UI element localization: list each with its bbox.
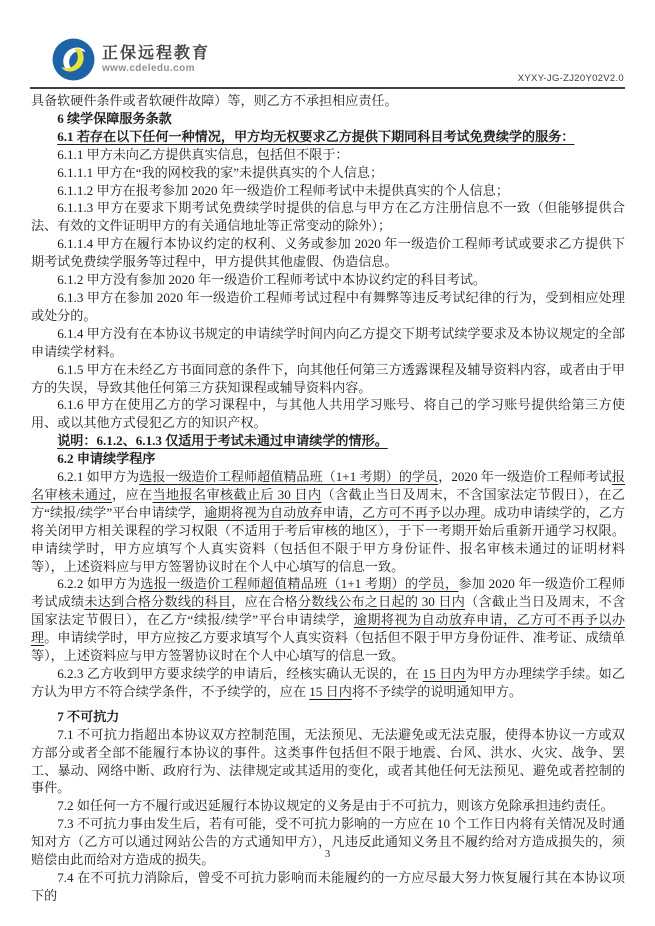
header-divider <box>30 87 625 89</box>
paragraph: 6.1.2 甲方没有参加 2020 年一级造价工程师考试中本协议约定的科目考试。 <box>57 272 487 288</box>
paragraph: 6.1.1.3 甲方在要求下期考试免费续学时提供的信息与甲方在乙方注册信息不一致（但能够提供合法、有效的文件证明甲方的有关通信地址等正常变动的除外）； <box>31 200 625 234</box>
paragraph: 6.1.3 甲方在参加 2020 年一级造价工程师考试过程中有舞弊等违反考试纪律的行为，受到相应处理或处分的。 <box>31 289 625 323</box>
paragraph: 6.2 申请续学程序 <box>57 451 156 467</box>
paragraph: 6.2.1 如甲方为选报一级造价工程师超值精品班（1+1 考期）的学员，2020 年一级造价工程师考试报名审核未通过，应在当地报名审核截止后 30 日内（含截止当日及周末，不含国家法定节假日），在乙方“续报/续学”平台申请续学，逾期将视为自动放弃申请，乙方可不再予以办理。成功申请续学的，乙方将关闭甲方相关课程的学习权限（不适用于考后审核的地区），于下一考期开始后重新开通学习权限。申请续学时，甲方应填写个人真实资料（包括但不限于甲方身份证件、报名审核未通过的证明材料等），上述资料应与甲方签署协议时在个人中心填写的信息一致。 <box>31 469 626 574</box>
logo-url: www.cdeledu.com <box>102 62 195 74</box>
paragraph: 6.1.1.1 甲方在“我的网校我的家”未提供真实的个人信息； <box>57 164 384 180</box>
paragraph: 7.2 如任何一方不履行或迟延履行本协议规定的义务是由于不可抗力，则该方免除承担违约责任。 <box>57 798 614 814</box>
paragraph: 7.3 不可抗力事由发生后，若有可能，受不可抗力影响的一方应在 10 个工作日内将有关情况及时通知对方（乙方可以通过网站公告的方式通知甲方），凡违反此通知义务且不履约给对方造成损失的，须赔偿由此而给对方造成的损失。 <box>31 816 625 868</box>
page-header <box>0 0 655 92</box>
paragraph: 7 不可抗力 <box>57 708 120 724</box>
paragraph: 6.1.1.4 甲方在履行本协议约定的权利、义务或参加 2020 年一级造价工程师考试或要求乙方提供下期考试免费续学服务等过程中，甲方提供其他虚假、伪造信息。 <box>31 236 625 270</box>
paragraph: 6.1.6 甲方在使用乙方的学习课程中，与其他人共用学习账号、将自己的学习账号提供给第三方使用、或以其他方式侵犯乙方的知识产权。 <box>31 397 625 431</box>
paragraph: 6.2.2 如甲方为选报一级造价工程师超值精品班（1+1 考期）的学员，参加 2020 年一级造价工程师考试成绩未达到合格分数线的科目，应在合格分数线公布之日起的 30 日内（含截止当日及周末，不含国家法定节假日），在乙方“续报/续学”平台申请续学，逾期将视为自动放弃申请，乙方可不再予以办理。申请续学时，甲方应按乙方要求填写个人真实资料（包括但不限于甲方身份证件、准考证、成绩单等），上述资料应与甲方签署协议时在个人中心填写的信息一致。 <box>31 576 626 664</box>
paragraph: 6.1.1 甲方未向乙方提供真实信息，包括但不限于： <box>57 146 349 162</box>
company-logo <box>52 38 210 81</box>
paragraph: 7.4 在不可抗力消除后，曾受不可抗力影响而未能履约的一方应尽最大努力恢复履行其在本协议项下的 <box>31 869 625 903</box>
paragraph: 说明：6.1.2、6.1.3 仅适用于考试未通过申请续学的情形。 <box>57 433 388 449</box>
document-body <box>31 92 625 905</box>
document-code: XYXY-JG-ZJ20Y02V2.0 <box>517 73 624 84</box>
logo-title: 正保远程教育 <box>102 44 211 62</box>
logo-text-block <box>102 45 210 75</box>
paragraph: 6.2.3 乙方收到甲方要求续学的申请后，经核实确认无误的，在 15 日内为甲方办理续学手续。如乙方认为甲方不符合续学条件，不予续学的，应在 15 日内将不予续学的说明通知甲方。 <box>31 666 626 699</box>
page-number: 3 <box>324 848 331 860</box>
paragraph: 6.1.4 甲方没有在本协议书规定的申请续学时间内向乙方提交下期考试续学要求及本协议规定的全部申请续学材料。 <box>31 325 625 359</box>
paragraph: 6 续学保障服务条款 <box>57 110 172 126</box>
paragraph: 6.1 若存在以下任何一种情况，甲方均无权要求乙方提供下期同科目考试免费续学的服务： <box>57 128 575 144</box>
paragraph: 7.1 不可抗力指超出本协议双方控制范围，无法预见、无法避免或无法克服，使得本协议一方或双方部分或者全部不能履行本协议的事件。这类事件包括但不限于地震、台风、洪水、火灾、战争、罢工、暴动、网络中断、政府行为、法律规定或其适用的变化，或者其他任何无法预见、避免或者控制的事件。 <box>31 726 625 796</box>
paragraph: 具备软硬件条件或者软硬件故障）等，则乙方不承担相应责任。 <box>31 93 398 108</box>
cdel-swirl-logo-icon <box>52 38 95 81</box>
paragraph: 6.1.1.2 甲方在报考参加 2020 年一级造价工程师考试中未提供真实的个人信息； <box>57 182 509 198</box>
paragraph: 6.1.5 甲方在未经乙方书面同意的条件下，向其他任何第三方透露课程及辅导资料内容，或者由于甲方的失误，导致其他任何第三方获知课程或辅导资料内容。 <box>31 361 625 395</box>
